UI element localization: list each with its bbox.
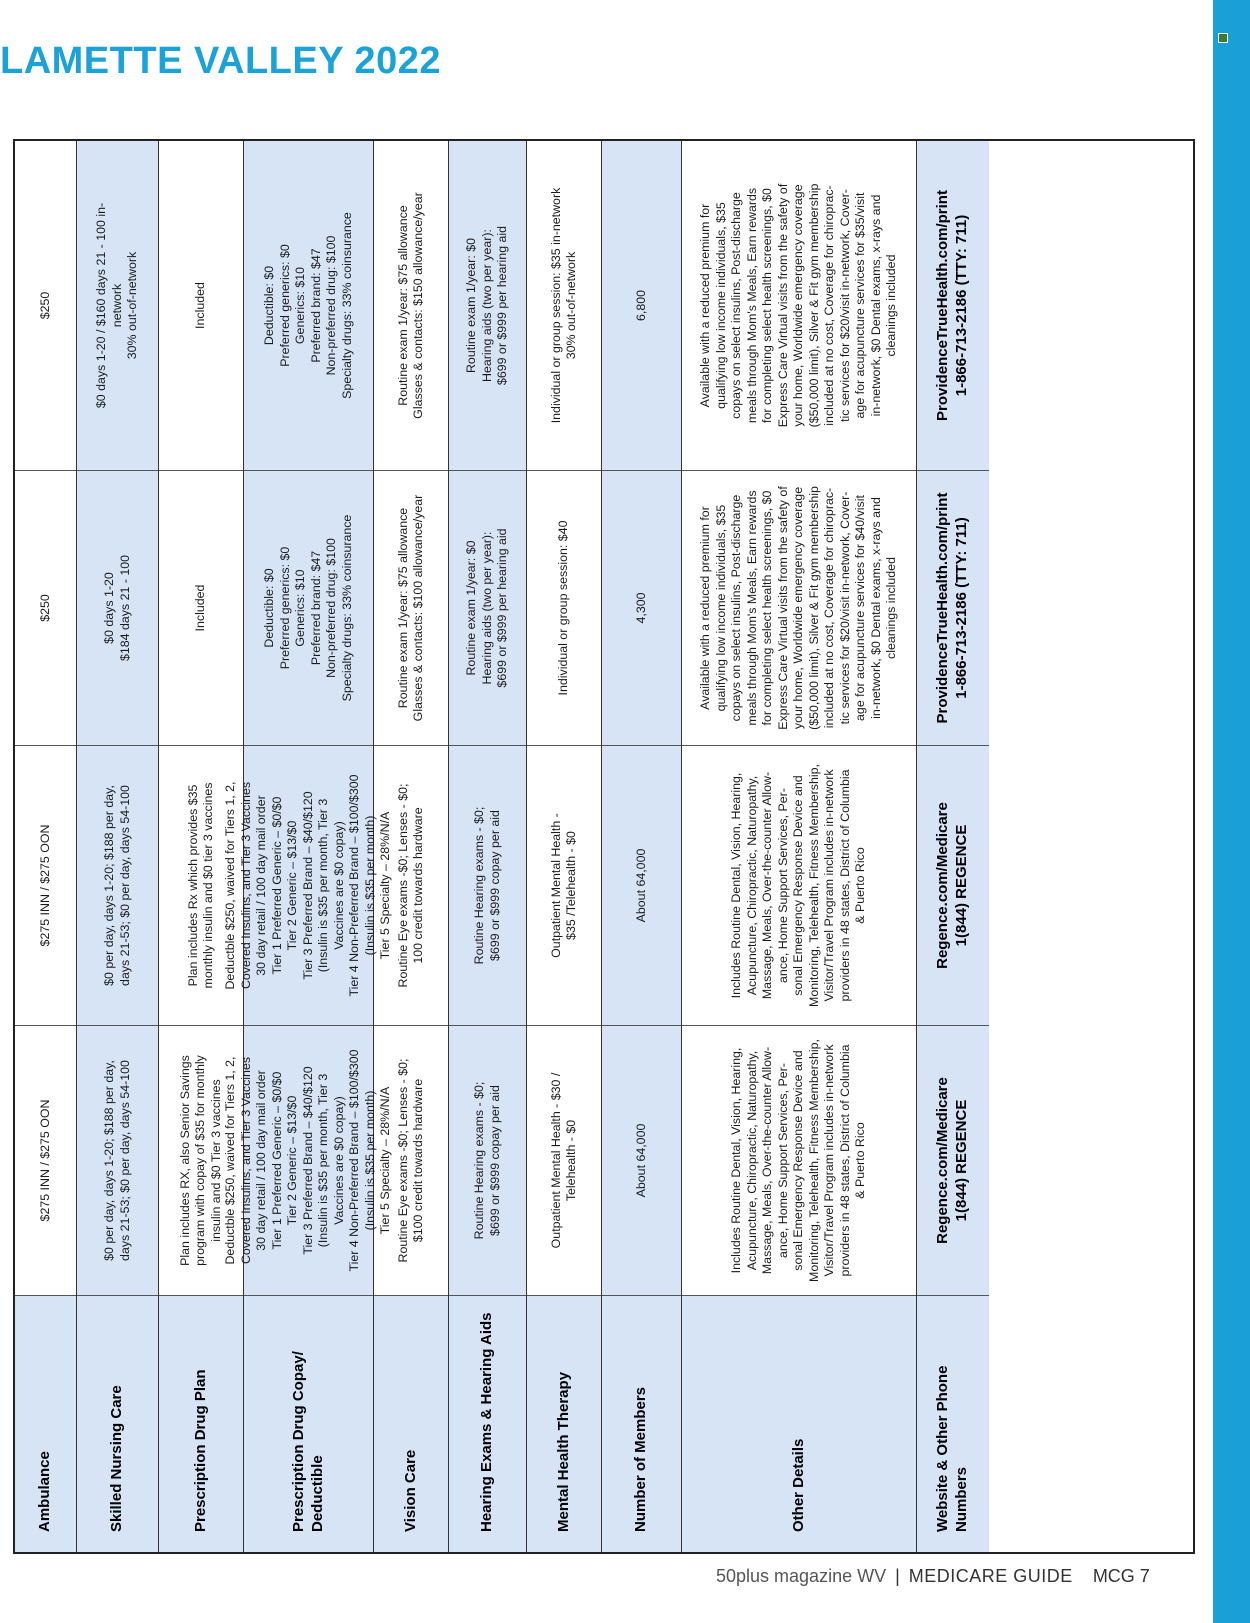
table-row (527, 141, 602, 1552)
table-row (77, 141, 159, 1552)
table-cell: $0 per day, days 1-20; $188 per day, days 21-53; $0 per day, days 54-100 (77, 746, 158, 1026)
table-cell: Individual or group session: $40 (527, 471, 601, 746)
table-cell: Included (159, 471, 243, 746)
side-accent-bar (1213, 0, 1250, 1623)
table-cell: Routine exam 1/year: $0 Hearing aids (two per year): $699 or $999 per hearing aid (449, 471, 526, 746)
table-cell: About 64,000 (602, 746, 681, 1026)
row-label: Skilled Nursing Care (77, 1296, 158, 1552)
color-registration-mark (1218, 33, 1228, 43)
table-cell: Plan includes Rx which provides $35 monthly insulin and $0 tier 3 vaccines (159, 746, 243, 1026)
table-row (682, 141, 917, 1552)
row-label: Prescription Drug Plan (159, 1296, 243, 1552)
table-cell: ProvidenceTrueHealth.com/print 1-866-713-2186 (TTY: 711) (917, 141, 989, 471)
table-cell: Deductible: $0 Preferred generics: $0 Generics: $10 Preferred brand: $47 Non-preferred drug: $100 Specialty drugs: 33% coinsurance (244, 471, 373, 746)
page-number: MCG 7 (1092, 1566, 1150, 1586)
table-cell: Deductible: $0 Preferred generics: $0 Generics: $10 Preferred brand: $47 Non-preferred drug: $100 Specialty drugs: 33% coinsurance (244, 141, 373, 471)
table-cell: Includes Routine Dental, Vision, Hearing, Acupuncture, Chiropractic, Naturopathy, Massage, Meals, Over-the-counter Allow- ance, Home Support Services, Per- sonal Emergency Response Device and Monitoring, Telehealth, Fitness Membership, Visitor/Travel Program includes in-network providers in 48 states, District of Columbia & Puerto Rico (682, 746, 916, 1026)
table-row (449, 141, 527, 1552)
row-label: Vision Care (374, 1296, 448, 1552)
rotated-table-body (15, 141, 1193, 1552)
table-row (602, 141, 682, 1552)
guide-name: MEDICARE GUIDE (908, 1566, 1073, 1586)
table-cell: Outpatient Mental Health - $35 /Telehealth - $0 (527, 746, 601, 1026)
page-footer (716, 1566, 1150, 1587)
table-cell: Routine Hearing exams - $0; $699 or $999 copay per aid (449, 1026, 526, 1296)
table-cell: Routine Hearing exams - $0; $699 or $999 copay per aid (449, 746, 526, 1026)
table-cell: Included (159, 141, 243, 471)
table-cell: $0 days 1-20 / $160 days 21 - 100 in- network 30% out-of-network (77, 141, 158, 471)
table-cell: Plan includes RX, also Senior Savings program with copay of $35 for monthly insulin and $0 Tier 3 vaccines (159, 1026, 243, 1296)
table-cell: $0 days 1-20 $184 days 21 - 100 (77, 471, 158, 746)
table-cell: Routine exam 1/year: $0 Hearing aids (two per year): $699 or $999 per hearing aid (449, 141, 526, 471)
page-title: LAMETTE VALLEY 2022 (0, 40, 441, 82)
row-label: Mental Health Therapy (527, 1296, 601, 1552)
table-cell: About 64,000 (602, 1026, 681, 1296)
table-row (917, 141, 989, 1552)
table-cell: $0 per day, days 1-20; $188 per day, days 21-53; $0 per day, days 54-100 (77, 1026, 158, 1296)
footer-separator: | (895, 1566, 900, 1586)
table-cell: Individual or group session: $35 in-network 30% out-of-network (527, 141, 601, 471)
table-cell: Includes Routine Dental, Vision, Hearing, Acupuncture, Chiropractic, Naturopathy, Massage, Meals, Over-the-counter Allow- ance, Home Support Services, Per- sonal Emergency Response Device and Monitoring, Telehealth, Fitness Membership, Visitor/Travel Program includes in-network providers in 48 states, District of Columbia & Puerto Rico (682, 1026, 916, 1296)
comparison-table (13, 139, 1195, 1554)
row-label: Number of Members (602, 1296, 681, 1552)
table-cell: 6,800 (602, 141, 681, 471)
table-cell: Available with a reduced premium for qualifying low income individuals, $35 copays on select insulins, Post-discharge meals through Mom's Meals, Earn rewards for completing select health screenings, $0 Express Care Virtual visits from the safety of your home, Worldwide emergency coverage ($50,000 limit), Silver & Fit gym membership included at no cost, Coverage for chiroprac- tic services for $20/visit in-network, Cover- age for acupuncture services for $40/visit in-network, $0 Dental exams, x-rays and cleanings included (682, 471, 916, 746)
table-cell: ProvidenceTrueHealth.com/print 1-866-713-2186 (TTY: 711) (917, 471, 989, 746)
table-cell: Outpatient Mental Health - $30 / Telehealth - $0 (527, 1026, 601, 1296)
table-row (374, 141, 449, 1552)
table-cell: Routine Eye exams -$0; Lenses - $0; 100 credit towards hardware (374, 746, 448, 1026)
row-label: Website & Other Phone Numbers (917, 1296, 989, 1552)
row-label: Hearing Exams & Hearing Aids (449, 1296, 526, 1552)
table-cell: 4,300 (602, 471, 681, 746)
table-cell: $250 (15, 471, 76, 746)
table-cell: Routine Eye exams -$0; Lenses - $0; $100 credit towards hardware (374, 1026, 448, 1296)
table-cell: Regence.com/Medicare 1(844) REGENCE (917, 1026, 989, 1296)
row-label: Other Details (682, 1296, 916, 1552)
table-cell: Deductble $250, waived for Tiers 1, 2, Covered Insulins, and Tier 3 Vaccines 30 day retail / 100 day mail order Tier 1 Preferred Generic – $0/$0 Tier 2 Generic – $13/$0 Tier 3 Preferred Brand – $40/$120 (Insulin is $35 per month, Tier 3 Vaccines are $0 copay) Tier 4 Non-Preferred Brand – $100/$300 (Insulin is $35 per month) Tier 5 Specialty – 28%/N/A (244, 746, 373, 1026)
table-cell: $275 INN / $275 OON (15, 746, 76, 1026)
table-cell: $250 (15, 141, 76, 471)
table-cell: Deductble $250, waived for Tiers 1, 2, Covered Insulins, and Tier 3 Vaccines 30 day retail / 100 day mail order Tier 1 Preferred Generic – $0/$0 Tier 2 Generic – $13/$0 Tier 3 Preferred Brand – $40/$120 (Insulin is $35 per month, Tier 3 Vaccines are $0 copay) Tier 4 Non-Preferred Brand – $100/$300 (Insulin is $35 per month) Tier 5 Specialty – 28%/N/A (244, 1026, 373, 1296)
row-label: Ambulance (15, 1296, 76, 1552)
table-row (223, 141, 393, 1552)
table-cell: Routine exam 1/year: $75 allowance Glasses & contacts: $100 allowance/year (374, 471, 448, 746)
table-row (15, 141, 77, 1552)
table-cell: Routine exam 1/year: $75 allowance Glasses & contacts: $150 allowance/year (374, 141, 448, 471)
table-cell: Regence.com/Medicare 1(844) REGENCE (917, 746, 989, 1026)
table-cell: $275 INN / $275 OON (15, 1026, 76, 1296)
row-label: Prescription Drug Copay/ Deductible (244, 1296, 373, 1552)
magazine-name: 50plus magazine WV (716, 1566, 887, 1586)
table-cell: Available with a reduced premium for qualifying low income individuals, $35 copays on select insulins, Post-discharge meals through Mom's Meals, Earn rewards for completing select health screenings, $0 Express Care Virtual visits from the safety of your home, Worldwide emergency coverage ($50,000 limit), Silver & Fit gym membership included at no cost, Coverage for chiroprac- tic services for $20/visit in-network, Cover- age for acupuncture services for $35/visit in-network, $0 Dental exams, x-rays and cleanings included (682, 141, 916, 471)
